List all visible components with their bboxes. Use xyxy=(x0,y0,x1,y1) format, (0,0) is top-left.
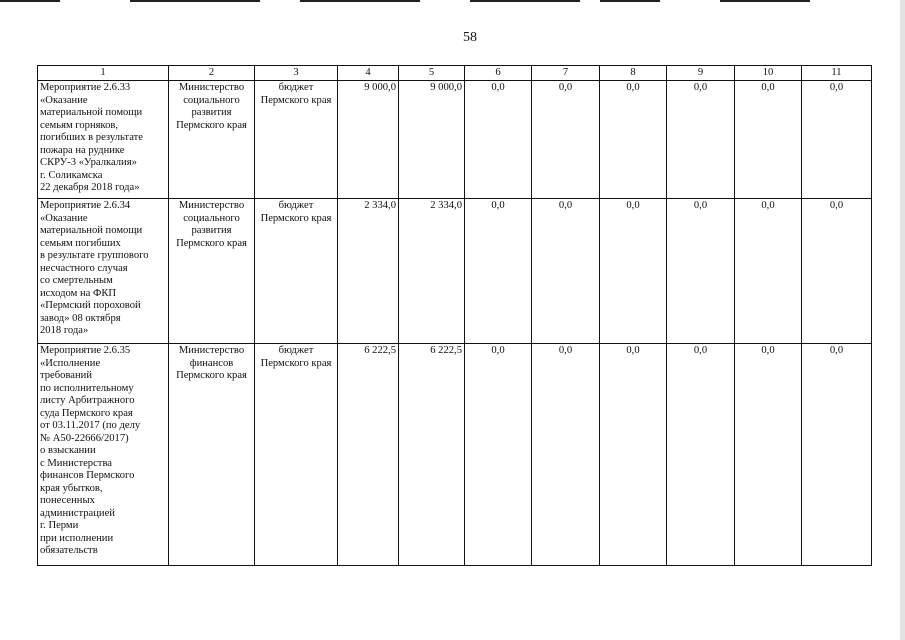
value-cell: 0,0 xyxy=(465,81,532,199)
value-cell: 0,0 xyxy=(735,199,802,344)
value-cell: 0,0 xyxy=(667,199,735,344)
value-cell: 2 334,0 xyxy=(338,199,399,344)
column-header: 4 xyxy=(338,66,399,81)
value-cell: 6 222,5 xyxy=(338,344,399,566)
column-header: 2 xyxy=(169,66,255,81)
value-cell: 0,0 xyxy=(802,344,872,566)
page-number: 58 xyxy=(463,30,477,45)
budget-table xyxy=(37,65,872,566)
column-header: 11 xyxy=(802,66,872,81)
value-cell: 0,0 xyxy=(600,344,667,566)
value-cell: 0,0 xyxy=(600,81,667,199)
table-row xyxy=(38,81,872,199)
value-cell: 0,0 xyxy=(735,344,802,566)
value-cell: 0,0 xyxy=(802,81,872,199)
scan-right-edge xyxy=(900,0,905,640)
value-cell: 0,0 xyxy=(802,199,872,344)
executor-cell: Министерство социального развития Пермского края xyxy=(169,199,255,344)
value-cell: 0,0 xyxy=(532,81,600,199)
funding-source-cell: бюджет Пермского края xyxy=(255,81,338,199)
value-cell: 9 000,0 xyxy=(338,81,399,199)
table-header-row xyxy=(38,66,872,81)
value-cell: 6 222,5 xyxy=(399,344,465,566)
column-header: 10 xyxy=(735,66,802,81)
executor-cell: Министерство социального развития Пермского края xyxy=(169,81,255,199)
column-header: 9 xyxy=(667,66,735,81)
funding-source-cell: бюджет Пермского края xyxy=(255,344,338,566)
column-header: 5 xyxy=(399,66,465,81)
measure-name-cell: Мероприятие 2.6.34 «Оказание материальной помощи семьям погибших в результате группового несчастного случая со смертельным исходом на ФКП «Пермский пороховой завод» 08 октября 2018 года» xyxy=(38,199,169,344)
value-cell: 0,0 xyxy=(465,199,532,344)
table-row xyxy=(38,199,872,344)
value-cell: 0,0 xyxy=(667,81,735,199)
column-header: 3 xyxy=(255,66,338,81)
table-row xyxy=(38,344,872,566)
column-header: 7 xyxy=(532,66,600,81)
column-header: 8 xyxy=(600,66,667,81)
value-cell: 9 000,0 xyxy=(399,81,465,199)
value-cell: 0,0 xyxy=(465,344,532,566)
funding-source-cell: бюджет Пермского края xyxy=(255,199,338,344)
value-cell: 0,0 xyxy=(600,199,667,344)
measure-name-cell: Мероприятие 2.6.35 «Исполнение требований по исполнительному листу Арбитражного суда Пермского края от 03.11.2017 (по делу № А50-22666/2017) о взыскании с Министерства финансов Пермского края убытков, понесенных администрацией г. Перми при исполнении обязательств xyxy=(38,344,169,566)
executor-cell: Министерство финансов Пермского края xyxy=(169,344,255,566)
column-header: 1 xyxy=(38,66,169,81)
value-cell: 0,0 xyxy=(532,344,600,566)
value-cell: 0,0 xyxy=(667,344,735,566)
value-cell: 0,0 xyxy=(735,81,802,199)
scan-top-edge xyxy=(0,0,905,2)
value-cell: 2 334,0 xyxy=(399,199,465,344)
measure-name-cell: Мероприятие 2.6.33 «Оказание материальной помощи семьям горняков, погибших в результате пожара на руднике СКРУ-3 «Уралкалия» г. Соликамска 22 декабря 2018 года» xyxy=(38,81,169,199)
value-cell: 0,0 xyxy=(532,199,600,344)
column-header: 6 xyxy=(465,66,532,81)
